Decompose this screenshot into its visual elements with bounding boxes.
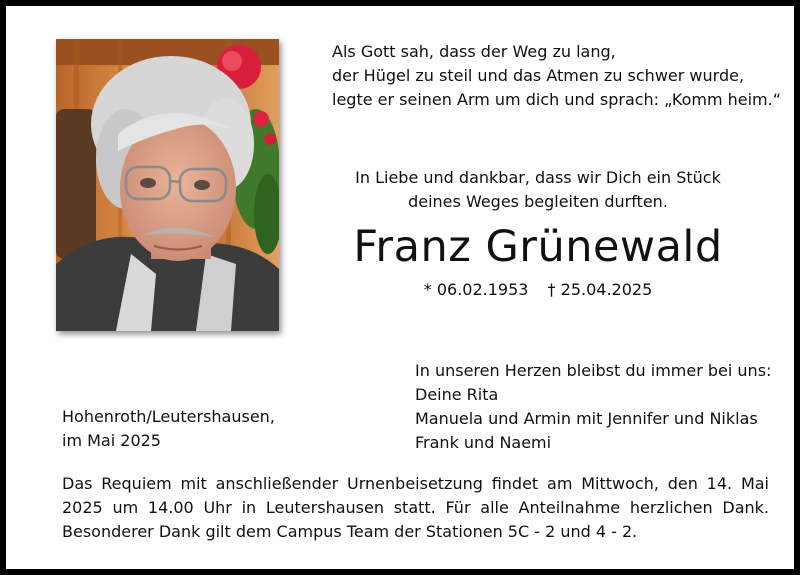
family-line: In unseren Herzen bleibst du immer bei uns: bbox=[415, 361, 772, 380]
poem-line: Als Gott sah, dass der Weg zu lang, bbox=[332, 42, 616, 61]
family-mourners bbox=[415, 359, 771, 455]
poem-verse bbox=[332, 40, 781, 112]
birth-date: * 06.02.1953 bbox=[423, 280, 529, 299]
tribute-text bbox=[348, 166, 728, 214]
portrait-illustration bbox=[56, 39, 279, 331]
place-line: Hohenroth/Leutershausen, bbox=[62, 407, 275, 426]
poem-line: der Hügel zu steil und das Atmen zu schwer wurde, bbox=[332, 66, 745, 85]
place-and-date bbox=[62, 405, 275, 453]
tribute-line: In Liebe und dankbar, dass wir Dich ein Stück bbox=[355, 168, 721, 187]
service-notice: Das Requiem mit anschließender Urnenbeisetzung findet am Mittwoch, den 14. Mai 2025 um 14.00 Uhr in Leutershausen statt. Für alle Anteilnahme herzlichen Dank. Besonderer Dank gilt dem Campus Team der Stationen 5C - 2 und 4 - 2. bbox=[62, 474, 769, 541]
family-line: Deine Rita bbox=[415, 385, 499, 404]
family-line: Frank und Naemi bbox=[415, 433, 552, 452]
life-dates bbox=[348, 278, 728, 302]
date-line: im Mai 2025 bbox=[62, 431, 161, 450]
tribute-line: deines Weges begleiten durften. bbox=[408, 192, 668, 211]
deceased-name: Franz Grünewald bbox=[353, 222, 723, 272]
family-line: Manuela und Armin mit Jennifer und Niklas bbox=[415, 409, 758, 428]
poem-line: legte er seinen Arm um dich und sprach: „Komm heim.“ bbox=[332, 90, 782, 109]
portrait-photo bbox=[56, 39, 279, 331]
death-date: † 25.04.2025 bbox=[547, 280, 653, 299]
